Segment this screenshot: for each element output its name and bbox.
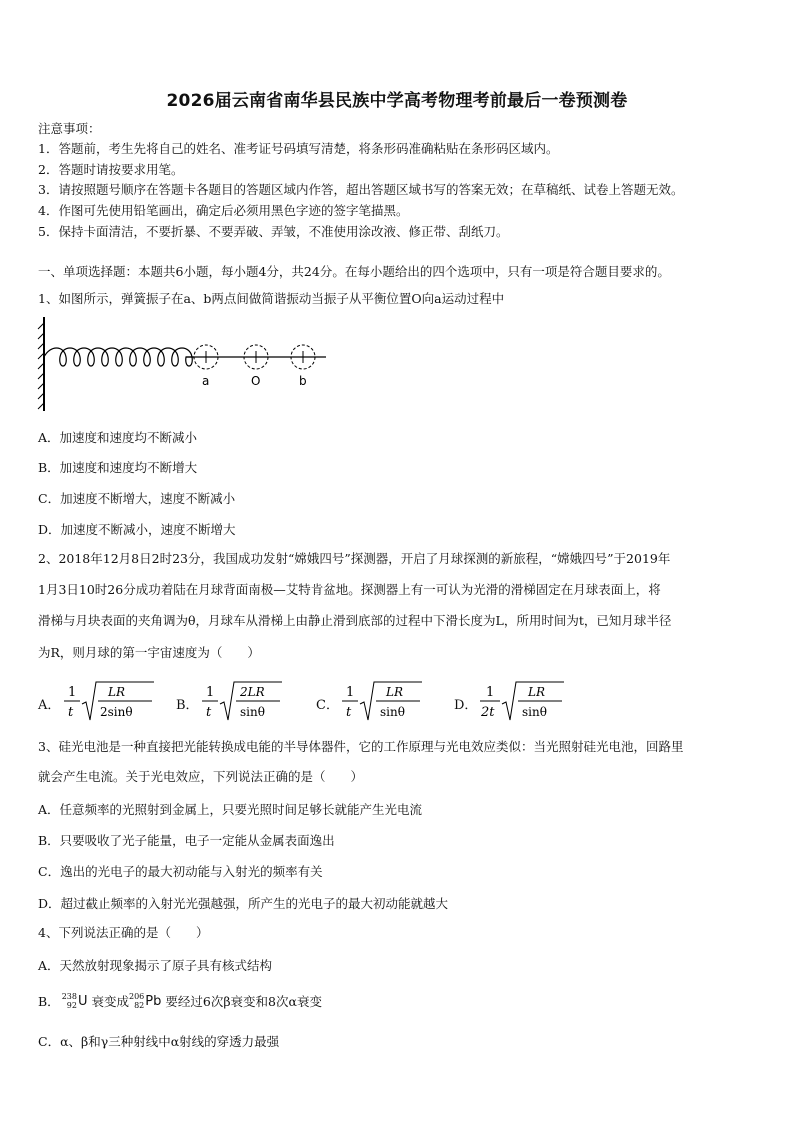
q2-stem-line: 为R，则月球的第一宇宙速度为（ ） — [38, 645, 260, 660]
svg-text:1: 1 — [206, 685, 215, 700]
q1-option-b[interactable]: B．加速度和速度均不断增大 — [38, 460, 198, 475]
q4-option-a[interactable]: A．天然放射现象揭示了原子具有核式结构 — [38, 958, 273, 973]
label-b: b — [299, 374, 307, 388]
option-label: A． — [38, 698, 61, 713]
label-a: a — [202, 374, 210, 388]
option-label: D． — [454, 698, 478, 713]
q3-stem-line: 就会产生电流。关于光电效应，下列说法正确的是（ ） — [38, 769, 364, 784]
formula-b — [200, 680, 300, 724]
svg-text:t: t — [68, 705, 74, 720]
formula-c — [340, 680, 440, 724]
q3-option-c[interactable]: C．逸出的光电子的最大初动能与入射光的频率有关 — [38, 864, 323, 879]
nuclide-indices: 206 82 — [129, 992, 145, 1010]
svg-text:LR: LR — [528, 685, 546, 699]
nuclide-indices: 238 92 — [61, 992, 77, 1010]
q3-option-b[interactable]: B．只要吸收了光子能量，电子一定能从金属表面逸出 — [38, 833, 335, 848]
svg-text:sinθ: sinθ — [380, 705, 405, 719]
q4-stem: 4、下列说法正确的是（ ） — [38, 925, 209, 940]
notice-heading: 注意事项： — [38, 121, 101, 136]
svg-text:t: t — [206, 705, 212, 720]
nuclide-pb206: 206 82 Pb — [129, 992, 162, 1010]
svg-text:sinθ: sinθ — [240, 705, 265, 719]
q2-stem-line: 2、2018年12月8日2时23分，我国成功发射“嫦娥四号”探测器，开启了月球探测的新旅程，“嫦娥四号”于2019年 — [38, 551, 671, 566]
q1-option-a[interactable]: A．加速度和速度均不断减小 — [38, 430, 198, 445]
svg-text:t: t — [346, 705, 352, 720]
q3-option-d[interactable]: D．超过截止频率的入射光光强越强，所产生的光电子的最大初动能就越大 — [38, 896, 449, 911]
svg-text:2t: 2t — [481, 705, 495, 720]
svg-text:1: 1 — [68, 685, 77, 700]
notice-item: 2．答题时请按要求用笔。 — [38, 162, 184, 177]
notice-item: 3．请按照题号顺序在答题卡各题目的答题区域内作答，超出答题区域书写的答案无效；在草稿纸、试卷上答题无效。 — [38, 182, 684, 197]
svg-text:2LR: 2LR — [240, 685, 265, 699]
label-o: O — [251, 374, 261, 388]
svg-text:2sinθ: 2sinθ — [100, 705, 133, 719]
page-title: 2026届云南省南华县民族中学高考物理考前最后一卷预测卷 — [166, 91, 628, 111]
svg-text:LR: LR — [386, 685, 404, 699]
option-label: B． — [38, 994, 60, 1009]
q2-stem-line: 1月3日10时26分成功着陆在月球背面南极—艾特肯盆地。探测器上有一可认为光滑的滑梯固定在月球表面上，将 — [38, 582, 661, 597]
q4-option-b[interactable]: B． 238 92 U 衰变成 206 82 Pb 要经过6次β衰变和8次α衰变 — [38, 992, 322, 1010]
formula-a — [62, 680, 162, 724]
svg-text:sinθ: sinθ — [522, 705, 547, 719]
svg-text:LR: LR — [108, 685, 126, 699]
spring-oscillator-figure — [36, 315, 336, 413]
svg-text:1: 1 — [486, 685, 495, 700]
notice-item: 1．答题前，考生先将自己的姓名、准考证号码填写清楚，将条形码准确粘贴在条形码区域内。 — [38, 141, 559, 156]
section-heading: 一、单项选择题：本题共6小题，每小题4分，共24分。在每小题给出的四个选项中，只有一项是符合题目要求的。 — [38, 264, 670, 279]
notice-item: 4．作图可先使用铅笔画出，确定后必须用黑色字迹的签字笔描黑。 — [38, 203, 409, 218]
option-label: B． — [176, 698, 199, 713]
q3-stem-line: 3、硅光电池是一种直接把光能转换成电能的半导体器件，它的工作原理与光电效应类似：当光照射硅光电池，回路里 — [38, 739, 684, 754]
spring-coil — [44, 348, 194, 366]
q1-option-c[interactable]: C．加速度不断增大，速度不断减小 — [38, 491, 236, 506]
notice-item: 5．保持卡面清洁，不要折暴、不要弄破、弄皱，不准使用涂改液、修正带、刮纸刀。 — [38, 224, 509, 239]
formula-d — [478, 680, 578, 724]
svg-text:1: 1 — [346, 685, 355, 700]
q4-option-c[interactable]: C．α、β和γ三种射线中α射线的穿透力最强 — [38, 1034, 280, 1049]
option-label: C． — [316, 698, 339, 713]
q1-option-d[interactable]: D．加速度不断减小，速度不断增大 — [38, 522, 236, 537]
nuclide-u238: 238 92 U — [61, 992, 88, 1010]
q3-option-a[interactable]: A．任意频率的光照射到金属上，只要光照时间足够长就能产生光电流 — [38, 802, 423, 817]
q1-stem: 1、如图所示，弹簧振子在a、b两点间做简谐振动当振子从平衡位置O向a运动过程中 — [38, 291, 505, 306]
q2-stem-line: 滑梯与月块表面的夹角调为θ，月球车从滑梯上由静止滑到底部的过程中下滑长度为L，所用时间为t，已知月球半径 — [38, 613, 672, 628]
